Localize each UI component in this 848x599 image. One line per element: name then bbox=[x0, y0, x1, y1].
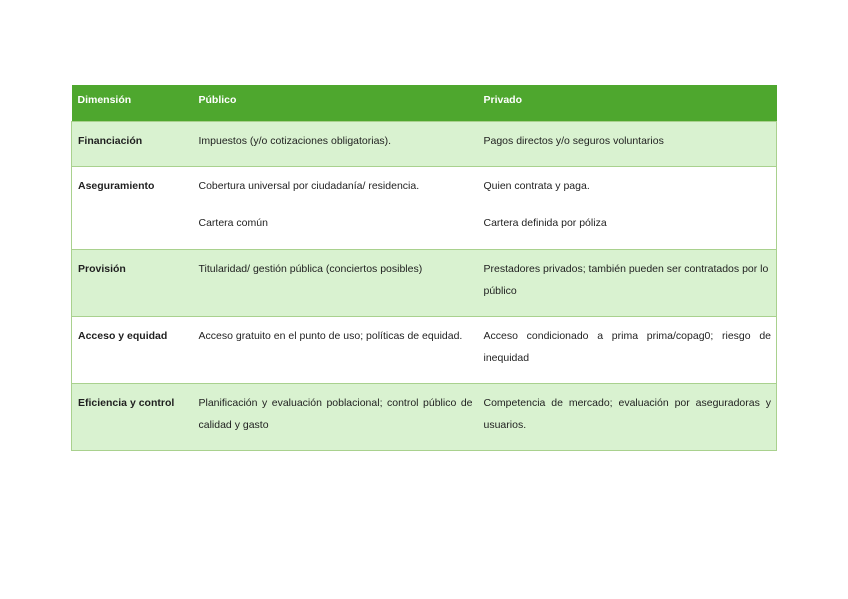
cell-privado bbox=[478, 166, 777, 249]
comparison-table bbox=[71, 85, 777, 451]
header-privado: Privado bbox=[478, 85, 777, 121]
table-row-provision bbox=[72, 249, 777, 316]
cell-publico: Planificación y evaluación poblacional; control público de calidad y gasto bbox=[193, 383, 478, 450]
table-row-aseguramiento bbox=[72, 166, 777, 249]
table-row-eficiencia bbox=[72, 383, 777, 450]
row-label: Aseguramiento bbox=[72, 166, 193, 249]
row-label: Acceso y equidad bbox=[72, 316, 193, 383]
cell-text: Cobertura universal por ciudadanía/ residencia. bbox=[198, 179, 420, 192]
cell-text-secondary: Cartera definida por póliza bbox=[483, 216, 607, 229]
cell-publico: Titularidad/ gestión pública (conciertos posibles) bbox=[193, 249, 478, 316]
cell-publico: Acceso gratuito en el punto de uso; políticas de equidad. bbox=[193, 316, 478, 383]
table-row-financiacion bbox=[72, 121, 777, 166]
header-publico: Público bbox=[193, 85, 478, 121]
row-label: Eficiencia y control bbox=[72, 383, 193, 450]
row-label: Financiación bbox=[72, 121, 193, 166]
cell-text: Quien contrata y paga. bbox=[483, 179, 590, 192]
cell-publico bbox=[193, 166, 478, 249]
row-label: Provisión bbox=[72, 249, 193, 316]
table-header-row bbox=[72, 85, 777, 121]
cell-publico: Impuestos (y/o cotizaciones obligatorias). bbox=[193, 121, 478, 166]
cell-privado: Pagos directos y/o seguros voluntarios bbox=[478, 121, 777, 166]
header-dimension: Dimensión bbox=[72, 85, 193, 121]
cell-privado: Acceso condicionado a prima prima/copag0; riesgo de inequidad bbox=[478, 316, 777, 383]
cell-privado: Prestadores privados; también pueden ser contratados por lo público bbox=[478, 249, 777, 316]
cell-privado: Competencia de mercado; evaluación por aseguradoras y usuarios. bbox=[478, 383, 777, 450]
table-row-acceso bbox=[72, 316, 777, 383]
cell-text-secondary: Cartera común bbox=[198, 216, 268, 229]
